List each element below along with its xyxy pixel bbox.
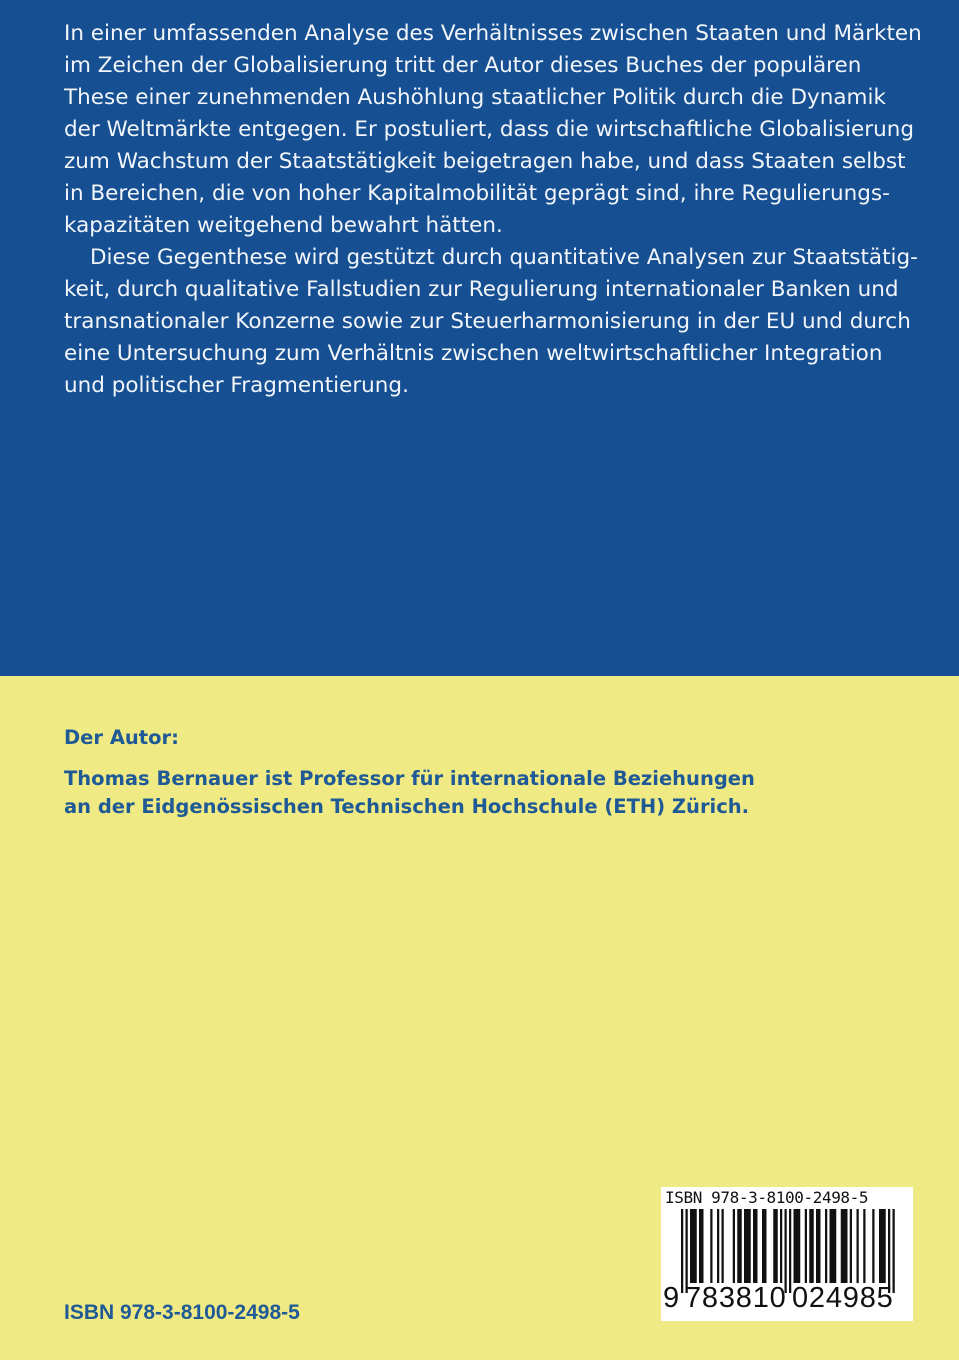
isbn-label: ISBN 978-3-8100-2498-5 <box>64 1301 300 1324</box>
blurb-line: und politischer Fragmentierung. <box>64 373 409 398</box>
barcode-bar <box>737 1209 742 1283</box>
barcode-bar <box>857 1209 859 1283</box>
blurb-line: eine Untersuchung zum Verhältnis zwischen weltwirtschaftlicher Integration <box>64 341 883 366</box>
barcode-bar <box>872 1209 874 1283</box>
barcode-digits-right: 024985 <box>792 1282 894 1314</box>
barcode-bar <box>717 1209 719 1283</box>
barcode-bar <box>830 1209 837 1283</box>
blurb-line: transnationaler Konzerne sowie zur Steuerharmonisierung in der EU und durch <box>64 309 911 334</box>
top-blue-panel <box>0 0 959 676</box>
barcode-bar <box>825 1209 827 1283</box>
author-bio-line: an der Eidgenössischen Technischen Hochschule (ETH) Zürich. <box>64 795 750 818</box>
barcode-bar <box>773 1209 778 1283</box>
barcode-bar <box>780 1209 782 1283</box>
barcode-digit-first: 9 <box>663 1282 680 1314</box>
barcode-bar <box>850 1209 852 1283</box>
barcode-bar <box>690 1209 697 1283</box>
blurb-line: kapazitäten weitgehend bewahrt hätten. <box>64 213 503 238</box>
author-bio <box>64 765 884 821</box>
blurb-line: im Zeichen der Globalisierung tritt der Autor dieses Buches der populären <box>64 53 862 78</box>
barcode-digits <box>661 1281 913 1315</box>
barcode-bar <box>794 1209 801 1283</box>
barcode-bar <box>816 1209 821 1283</box>
author-bio-line: Thomas Bernauer ist Professor für internationale Beziehungen <box>64 767 755 790</box>
blurb-paragraph-1 <box>64 18 924 242</box>
barcode-bar <box>733 1209 735 1283</box>
barcode-bar <box>841 1209 848 1283</box>
blurb-line: in Bereichen, die von hoher Kapitalmobilität geprägt sind, ihre Regulierungs- <box>64 181 890 206</box>
blurb-text <box>64 18 924 402</box>
barcode-bar <box>863 1209 865 1283</box>
blurb-line: In einer umfassenden Analyse des Verhältnisses zwischen Staaten und Märkten <box>64 21 922 46</box>
barcode-bar <box>879 1209 886 1283</box>
barcode-bar <box>809 1209 814 1283</box>
barcode-bar <box>744 1209 751 1283</box>
barcode-bar <box>710 1209 712 1283</box>
blurb-line: These einer zunehmenden Aushöhlung staatlicher Politik durch die Dynamik <box>64 85 886 110</box>
author-heading: Der Autor: <box>64 726 179 749</box>
barcode-box <box>661 1187 913 1321</box>
barcode-digits-left: 783810 <box>685 1282 787 1314</box>
barcode-bar <box>762 1209 767 1283</box>
barcode-bar <box>753 1209 758 1283</box>
blurb-line: keit, durch qualitative Fallstudien zur Regulierung internationaler Banken und <box>64 277 899 302</box>
barcode-bar <box>699 1209 704 1283</box>
barcode-bar <box>805 1209 807 1283</box>
blurb-line: der Weltmärkte entgegen. Er postuliert, dass die wirtschaftliche Globalisierung <box>64 117 915 142</box>
blurb-paragraph-2 <box>64 242 924 402</box>
barcode-bar <box>722 1209 724 1283</box>
barcode-isbn-text: ISBN 978-3-8100-2498-5 <box>665 1188 869 1207</box>
blurb-line: Diese Gegenthese wird gestützt durch quantitative Analysen zur Staatstätig- <box>90 245 918 270</box>
blurb-line: zum Wachstum der Staatstätigkeit beigetragen habe, und dass Staaten selbst <box>64 149 906 174</box>
